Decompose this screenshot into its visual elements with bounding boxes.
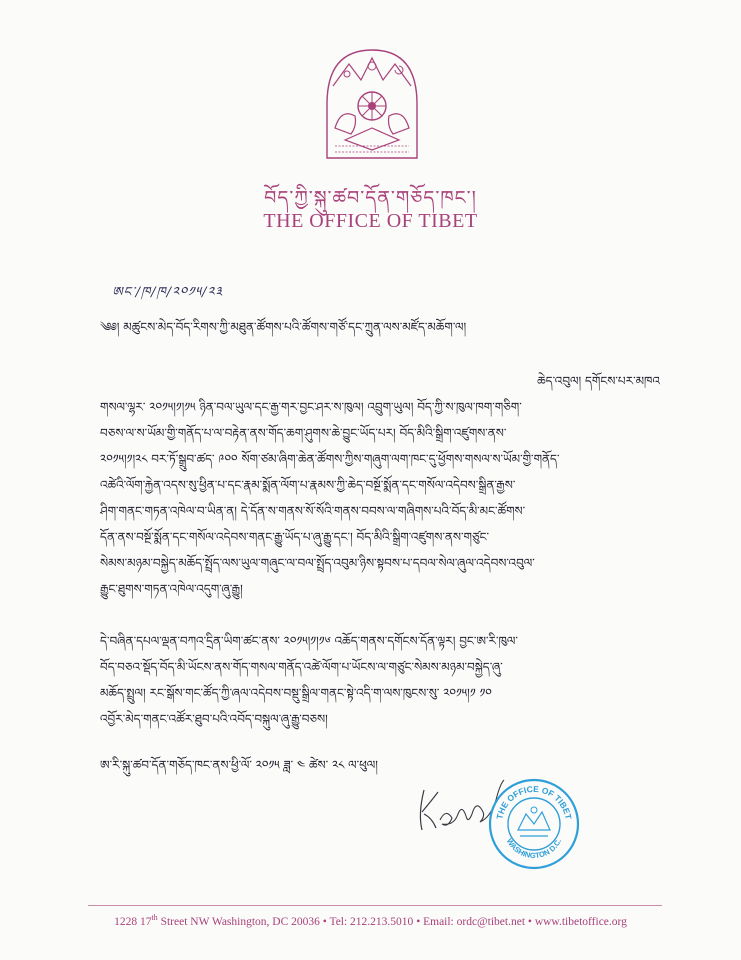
salutation-text: ༄༅། མཚུངས་མེད་བོད་རིགས་ཀྱི་མཐུན་ཚོགས་པའི་ཚོགས་གཙོ་དང་ཀྲུན་ལས་མཛོད་མཆོག་ལ། (100, 320, 467, 334)
paragraph-line: ཤིག་གནང་གཏན་འཁེལ་བ་ཡིན་ན། དེ་དོན་ས་གནས་སོ་སོའི་གནས་བབས་ལ་གཞིགས་པའི་བོད་མི་མང་ཚོགས་ (100, 504, 526, 518)
footer-email[interactable]: Email: ordc@tibet.net (423, 915, 526, 928)
office-seal-stamp-icon (488, 778, 580, 870)
footer-divider (88, 905, 662, 906)
paragraph-line: རྒྱུང་ཐུགས་གཏན་འཁེལ་འདུག་ཞུ་རྒྱུ། (100, 582, 243, 596)
paragraph-line: འཚེའི་ལོག་རྐྱེན་འདས་སུ་ཕྱིན་པ་དང་རྣམ་སྨོན་ལོག་པ་རྣམས་ཀྱི་ཆེད་བསྔོ་སྨོན་དང་གསོལ་འདེབས་སྒྲིན་རྒྱས་ (100, 478, 516, 492)
paragraph-line: བོད་བཅའ་སྡོད་བོད་མི་ཡོངས་ནས་གོད་གསལ་གནོད་འཚེ་ལོག་པ་ཡོངས་ལ་གཙུང་སེམས་མཉམ་བསྐྱེད་ཞུ་ (100, 660, 503, 674)
paragraph-line: གསལ་ལྷར་ ༢༠༡༥།༡།༡༥ ཉིན་བལ་ཡུལ་དང་རྒྱ་གར་བྱང་ཤར་ས་ཁུལ། འབྲུག་ཡུལ། བོད་ཀྱི་ས་ཁུལ་ཁག་གཅིག་ (100, 400, 522, 414)
paragraph-two (100, 628, 660, 732)
paragraph-line: ༢༠༡༥།༡།༢༨ བར་ཏོ་སྒྲུབ་ཚད་ ༩༠༠ སོག་ཙམ་ཞིག་ཆེན་ཚོགས་ཀྱིས་གཞུག་ལག་ཁང་དུ་ཕྱོགས་གསལ་ས་ཡོམ་གྱི་གནོད་ (100, 452, 560, 466)
paragraph-line: འབྱོར་མེད་གནང་འཚོར་ཐུབ་པའི་འབོད་བསྐུལ་ཞུ་རྒྱུ་བཅས། (100, 712, 328, 726)
salutation (100, 314, 660, 340)
dateline (100, 752, 660, 778)
paragraph-line: དོན་ནས་བསྔོ་སྨོན་དང་གསོལ་འདེབས་གནང་རྒྱུ་ཡོད་པ་ཞུ་རྒྱུ་དང་། བོད་མིའི་སྒྲིག་འཛུགས་ནས་གཙུང་ (100, 530, 490, 544)
footer-tel: Tel: 212.213.5010 (329, 915, 414, 928)
office-english-name: THE OFFICE OF TIBET (263, 210, 478, 232)
footer-website[interactable]: www.tibetoffice.org (534, 915, 627, 928)
office-tibetan-name: བོད་ཀྱི་སྐུ་ཚབ་དོན་གཅོད་ཁང་། (264, 187, 477, 209)
footer-contact-line: 1228 17th Street NW Washington, DC 20036 • Tel: 212.213.5010 • Email: ordc@tibet.net • www.tibetoffice.org (114, 913, 627, 928)
paragraph-one (100, 368, 660, 602)
snow-lion-emblem-icon (323, 46, 421, 164)
paragraph-line: བཅས་ལ་ས་ཡོམ་གྱི་གནོད་པ་ལ་བརྟེན་ནས་གོད་ཆག་ཤུགས་ཆེ་བྱུང་ཡོད་པར། བོད་མིའི་སྒྲིག་འཛུགས་ནས་ (100, 426, 507, 440)
svg-text:WASHINGTON D.C.: WASHINGTON D.C. (504, 836, 564, 861)
paragraph-line: མཆོད་སྤྲུལ། རང་སྒོས་གང་ཚོད་ཀྱི་ཞལ་འདེབས་བསྡུ་སྒྲིལ་གནང་སྟེ་འདི་ག་ལས་ཁུངས་སུ་ ༢༠༡༥།༡ ༡༠ (100, 686, 492, 700)
footer-address: 1228 17th Street NW Washington, DC 20036 (114, 913, 320, 928)
reference-number: ཨང་/ཁ/ཁ/༢༠༡༥/༢༣ (112, 285, 223, 300)
paragraph-line: ཆེད་འབུལ། དགོངས་པར་མཁའ (537, 374, 660, 388)
paragraph-line: སེམས་མཉམ་བསྐྱེད་མཆོད་སྤྲོད་ལས་ཡུལ་གཞུང་ལ་བལ་སྤྲོད་འབུམ་ཉིས་སྟབས་པ་དབལ་སེལ་ཞུལ་འདེབས་འབུལ་ (100, 556, 535, 570)
paragraph-line: དེ་བཞིན་དཔལ་ལྡན་བཀའ་དྲིན་ཡིག་ཚང་ནས་ ༢༠༡༥།༡།༡༦ འཆོད་གནས་དགོངས་དོན་ལྟར། བྱང་ཨ་རི་ཁུལ་ (100, 634, 518, 648)
dateline-text: ཨ་རི་སྐུ་ཚབ་དོན་གཅོད་ཁང་ནས་ཕྱི་ལོ་ ༢༠༡༥ ཟླ་ ༤ ཚེས་ ༢༨ ལ་ཕུལ། (100, 758, 378, 772)
svg-text:THE OFFICE OF TIBET: THE OFFICE OF TIBET (494, 783, 574, 821)
